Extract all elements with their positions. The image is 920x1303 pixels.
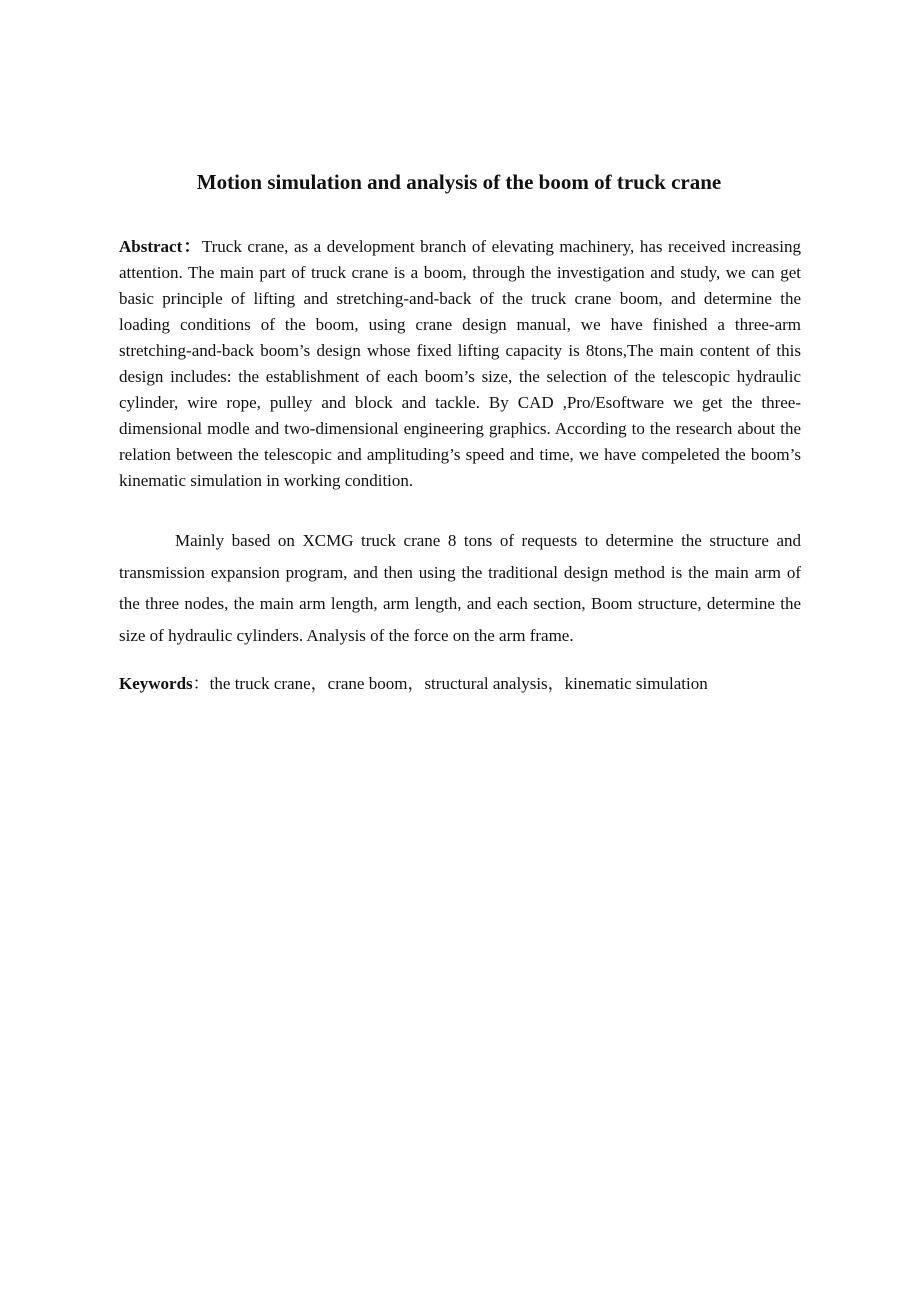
abstract-text: Truck crane, as a development branch of elevating machinery, has received increasing attention. The main part of truck crane is a boom, through the investigation and study, we can get basic principle of lifting and stretching-and-back of the truck crane boom, and determine the loading conditions of the boom, using crane design manual, we have finished a three-arm stretching-and-back boom’s design whose fixed lifting capacity is 8tons,The main content of this design includes: the establishment of each boom’s size, the selection of the telescopic hydraulic cylinder, wire rope, pulley and block and tackle. By CAD ,Pro/Esoftware we get the three-dimensional modle and two-dimensional engineering graphics. According to the research about the relation between the telescopic and amplituding’s speed and time, we have compeleted the boom’s kinematic simulation in working condition.: [119, 237, 802, 490]
body-paragraph: Mainly based on XCMG truck crane 8 tons of requests to determine the structure and transmission expansion program, and then using the traditional design method is the main arm of the three nodes, the main arm length, arm length, and each section, Boom structure, determine the size of hydraulic cylinders. Analysis of the force on the arm frame.: [119, 531, 801, 645]
abstract-separator: ：: [182, 237, 202, 256]
abstract-paragraph: [119, 234, 801, 494]
keywords-list: the truck crane，crane boom，structural analysis，kinematic simulation: [209, 674, 708, 693]
keywords-line: [119, 671, 801, 697]
abstract-label: Abstract: [119, 237, 183, 256]
keywords-separator: ：: [192, 674, 210, 693]
keywords-label: Keywords: [119, 674, 193, 693]
document-title: Motion simulation and analysis of the boom of truck crane: [196, 170, 722, 194]
